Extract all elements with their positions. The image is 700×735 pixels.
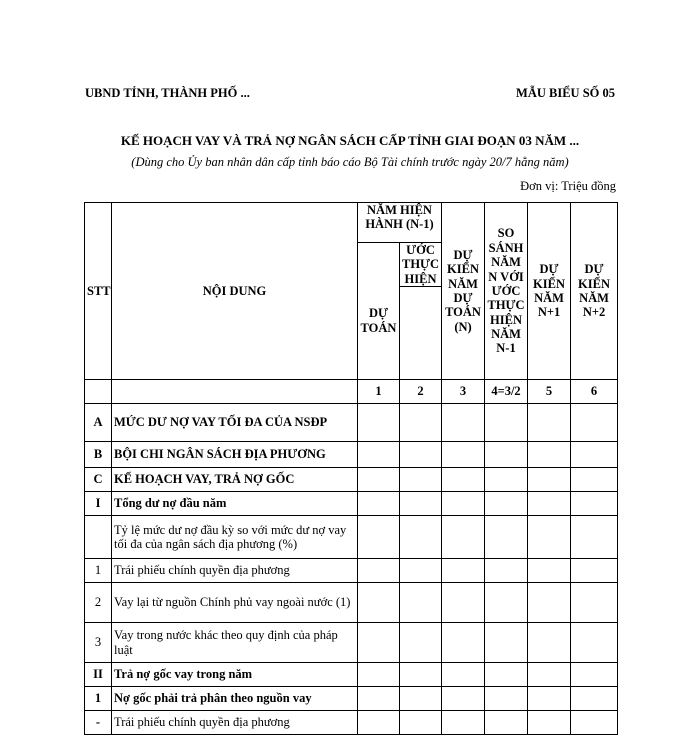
row-stt: A bbox=[85, 404, 112, 442]
agency-name: UBND TỈNH, THÀNH PHỐ ... bbox=[85, 86, 250, 100]
row-content: Vay lại từ nguồn Chính phủ vay ngoài nước (1) bbox=[112, 583, 358, 623]
table-row bbox=[85, 687, 618, 711]
row-stt: II bbox=[85, 663, 112, 687]
document-title: KẾ HOẠCH VAY VÀ TRẢ NỢ NGÂN SÁCH CẤP TỈNH GIAI ĐOẠN 03 NĂM ... bbox=[120, 133, 580, 148]
header-stt: STT bbox=[85, 203, 112, 380]
header-plan-n2: DỰ KIẾN NĂM N+2 bbox=[571, 203, 618, 380]
row-stt: 2 bbox=[85, 583, 112, 623]
row-content: BỘI CHI NGÂN SÁCH ĐỊA PHƯƠNG bbox=[112, 442, 358, 468]
form-number: MẪU BIỂU SỐ 05 bbox=[516, 86, 615, 100]
row-content: Vay trong nước khác theo quy định của pháp luật bbox=[112, 623, 358, 663]
table-row bbox=[85, 442, 618, 468]
row-stt: - bbox=[85, 711, 112, 735]
header-content: NỘI DUNG bbox=[112, 203, 358, 380]
col-num: 6 bbox=[571, 380, 618, 404]
table-row bbox=[85, 468, 618, 492]
table-row bbox=[85, 623, 618, 663]
row-stt: B bbox=[85, 442, 112, 468]
table-row bbox=[85, 404, 618, 442]
header-plan-n: DỰ KIẾN NĂM DỰ TOÁN (N) bbox=[442, 203, 485, 380]
header-estimate: ƯỚC THỰC HIỆN bbox=[400, 243, 442, 287]
row-content: Trái phiếu chính quyền địa phương bbox=[112, 711, 358, 735]
header-plan-n1: DỰ KIẾN NĂM N+1 bbox=[528, 203, 571, 380]
row-content: Tỷ lệ mức dư nợ đầu kỳ so với mức dư nợ vay tối đa của ngân sách địa phương (%) bbox=[112, 516, 358, 559]
col-num-content bbox=[112, 380, 358, 404]
table-row bbox=[85, 663, 618, 687]
header-compare: SO SÁNH NĂM N VỚI ƯỚC THỰC HIỆN NĂM N-1 bbox=[485, 203, 528, 380]
table-row bbox=[85, 583, 618, 623]
column-number-row bbox=[85, 380, 618, 404]
col-num: 4=3/2 bbox=[485, 380, 528, 404]
row-stt: 3 bbox=[85, 623, 112, 663]
row-content: Trái phiếu chính quyền địa phương bbox=[112, 559, 358, 583]
col-num-stt bbox=[85, 380, 112, 404]
row-stt: I bbox=[85, 492, 112, 516]
document-subtitle: (Dùng cho Ủy ban nhân dân cấp tỉnh báo cáo Bộ Tài chính trước ngày 20/7 hằng năm) bbox=[131, 155, 569, 169]
row-content: Nợ gốc phải trả phân theo nguồn vay bbox=[112, 687, 358, 711]
row-stt: C bbox=[85, 468, 112, 492]
row-content: KẾ HOẠCH VAY, TRẢ NỢ GỐC bbox=[112, 468, 358, 492]
col-num: 3 bbox=[442, 380, 485, 404]
row-content: Trả nợ gốc vay trong năm bbox=[112, 663, 358, 687]
row-content: MỨC DƯ NỢ VAY TỐI ĐA CỦA NSĐP bbox=[112, 404, 358, 442]
col-num: 5 bbox=[528, 380, 571, 404]
table-row bbox=[85, 559, 618, 583]
header-current-year: NĂM HIỆN HÀNH (N-1) bbox=[358, 203, 442, 243]
budget-table bbox=[84, 202, 618, 735]
row-stt bbox=[85, 516, 112, 559]
table-row bbox=[85, 711, 618, 735]
col-num: 2 bbox=[400, 380, 442, 404]
row-stt: 1 bbox=[85, 559, 112, 583]
header-budget: DỰ TOÁN bbox=[358, 243, 400, 380]
row-content: Tổng dư nợ đầu năm bbox=[112, 492, 358, 516]
header-estimate-spacer bbox=[400, 287, 442, 380]
col-num: 1 bbox=[358, 380, 400, 404]
unit-label: Đơn vị: Triệu đồng bbox=[520, 179, 616, 193]
table-row bbox=[85, 516, 618, 559]
row-stt: 1 bbox=[85, 687, 112, 711]
table-row bbox=[85, 492, 618, 516]
